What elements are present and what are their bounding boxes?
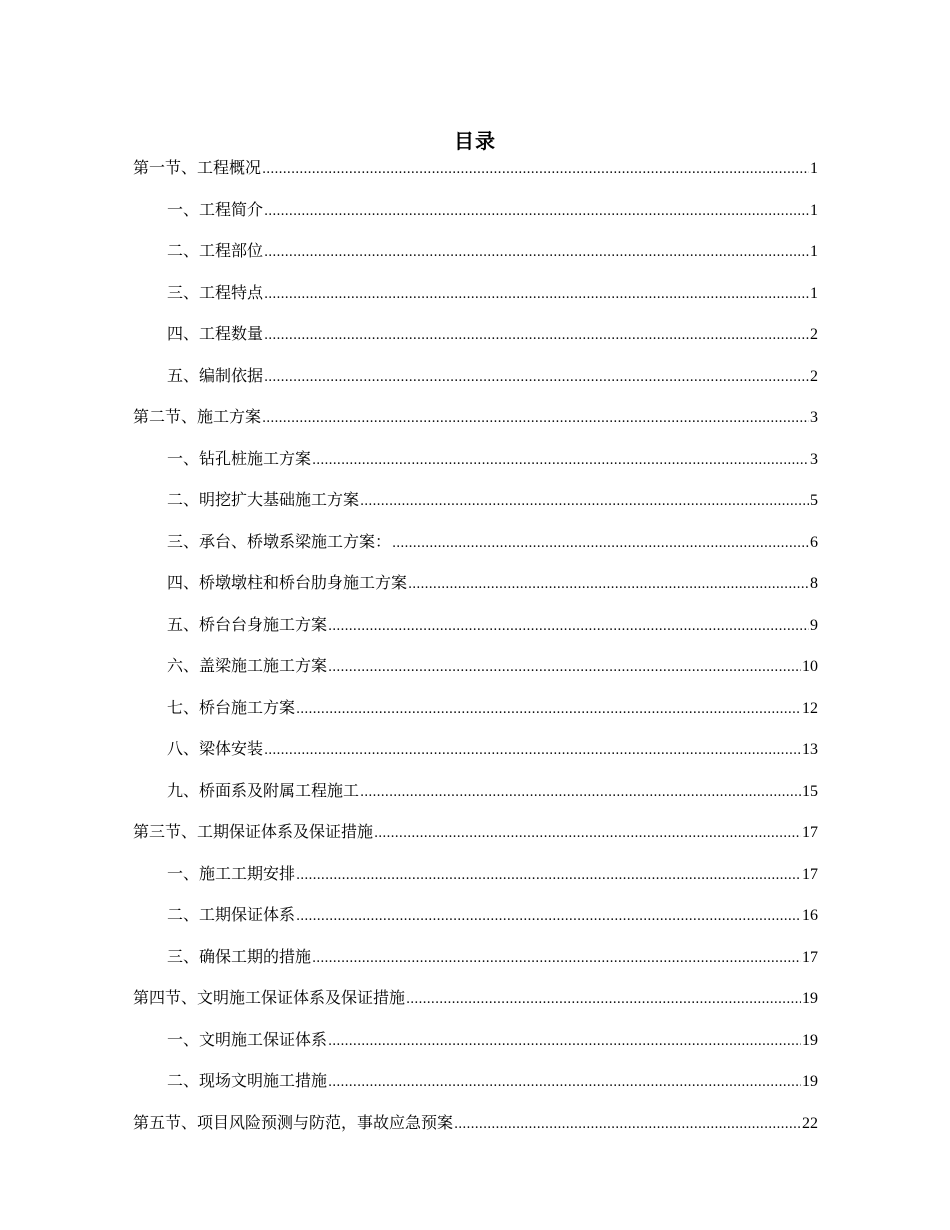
toc-entry-label: 第一节、工程概况 [133,158,262,177]
toc-entry-label: 第五节、项目风险预测与防范，事故应急预案 [133,1112,454,1132]
toc-page-number: 10 [802,658,818,675]
toc-dot-leader [312,447,809,475]
toc-subsection-entry[interactable] [133,901,818,943]
toc-page-number: 19 [802,1073,818,1090]
toc-page-number: 17 [802,865,818,883]
toc-page-number: 1 [810,284,818,302]
toc-section-entry[interactable] [133,154,818,196]
toc-entry-label: 七、桥台施工方案 [167,697,296,717]
toc-entry-label: 第二节、施工方案 [133,407,262,426]
toc-entry-label: 一、施工工期安排 [167,863,296,883]
toc-entry-label: 五、桥台台身施工方案 [167,614,328,634]
toc-page-number: 16 [802,907,818,924]
toc-dot-leader [328,1028,801,1056]
toc-entry-label: 一、文明施工保证体系 [167,1029,328,1049]
toc-dot-leader [264,364,809,392]
toc-page-number: 1 [810,201,818,219]
toc-page-number: 3 [810,450,818,468]
toc-subsection-entry[interactable] [133,196,818,238]
toc-subsection-entry[interactable] [133,611,818,653]
toc-dot-leader [264,322,809,350]
toc-entry-label: 第三节、工期保证体系及保证措施 [133,822,374,841]
toc-dot-leader [328,1069,801,1097]
toc-page-number: 1 [810,243,818,260]
toc-dot-leader [360,488,809,516]
toc-entry-label: 二、工期保证体系 [167,905,296,924]
toc-section-entry[interactable] [133,818,818,860]
toc-dot-leader [262,405,809,433]
toc-dot-leader [406,986,801,1014]
toc-subsection-entry[interactable] [133,777,818,819]
toc-dot-leader [312,945,801,973]
toc-page-number: 13 [802,741,818,758]
toc-dot-leader [392,530,809,558]
toc-entry-label: 二、工程部位 [167,241,264,260]
toc-dot-leader [262,156,809,184]
toc-section-entry[interactable] [133,403,818,445]
toc-entry-label: 四、桥墩墩柱和桥台肋身施工方案 [167,573,408,592]
toc-page-number: 15 [802,782,818,800]
toc-subsection-entry[interactable] [133,652,818,694]
toc-entry-label: 八、梁体安装 [167,739,264,758]
toc-dot-leader [328,654,801,682]
toc-subsection-entry[interactable] [133,1067,818,1109]
toc-subsection-entry[interactable] [133,694,818,736]
toc-entry-label: 六、盖梁施工施工方案 [167,656,328,675]
toc-subsection-entry[interactable] [133,237,818,279]
toc-entry-label: 二、现场文明施工措施 [167,1071,328,1090]
toc-section-entry[interactable] [133,1109,818,1151]
toc-dot-leader [360,779,801,807]
toc-subsection-entry[interactable] [133,735,818,777]
toc-page-number: 19 [802,1031,818,1049]
toc-list [133,154,818,1150]
toc-dot-leader [264,198,809,226]
toc-page-number: 1 [810,160,818,177]
toc-entry-label: 三、工程特点 [167,282,264,302]
toc-page-number: 6 [810,533,818,551]
toc-page-number: 22 [802,1114,818,1132]
toc-entry-label: 三、承台、桥墩系梁施工方案： [167,531,392,551]
toc-dot-leader [454,1111,801,1139]
toc-page-number: 3 [810,409,818,426]
toc-entry-label: 第四节、文明施工保证体系及保证措施 [133,988,406,1007]
toc-dot-leader [408,571,809,599]
toc-page-number: 5 [810,492,818,509]
toc-dot-leader [296,903,801,931]
toc-subsection-entry[interactable] [133,362,818,404]
toc-page-number: 12 [802,699,818,717]
toc-entry-label: 一、钻孔桩施工方案 [167,448,312,468]
toc-page-number: 2 [810,326,818,343]
toc-page-number: 17 [802,824,818,841]
toc-subsection-entry[interactable] [133,320,818,362]
toc-subsection-entry[interactable] [133,528,818,570]
toc-subsection-entry[interactable] [133,1026,818,1068]
toc-dot-leader [374,820,801,848]
toc-entry-label: 一、工程简介 [167,199,264,219]
toc-page-number: 9 [810,616,818,634]
toc-dot-leader [264,281,809,309]
toc-entry-label: 二、明挖扩大基础施工方案 [167,490,360,509]
toc-page-number: 8 [810,575,818,592]
toc-entry-label: 九、桥面系及附属工程施工 [167,780,360,800]
toc-entry-label: 三、确保工期的措施 [167,946,312,966]
toc-subsection-entry[interactable] [133,943,818,985]
toc-dot-leader [264,737,801,765]
toc-dot-leader [264,239,809,267]
toc-page-number: 19 [802,990,818,1007]
toc-page-number: 17 [802,948,818,966]
toc-subsection-entry[interactable] [133,569,818,611]
toc-page-number: 2 [810,367,818,385]
toc-entry-label: 四、工程数量 [167,324,264,343]
toc-subsection-entry[interactable] [133,860,818,902]
toc-title: 目录 [454,129,496,153]
toc-dot-leader [296,862,801,890]
toc-subsection-entry[interactable] [133,486,818,528]
toc-subsection-entry[interactable] [133,445,818,487]
toc-dot-leader [328,613,809,641]
toc-section-entry[interactable] [133,984,818,1026]
toc-entry-label: 五、编制依据 [167,365,264,385]
toc-dot-leader [296,696,801,724]
toc-subsection-entry[interactable] [133,279,818,321]
